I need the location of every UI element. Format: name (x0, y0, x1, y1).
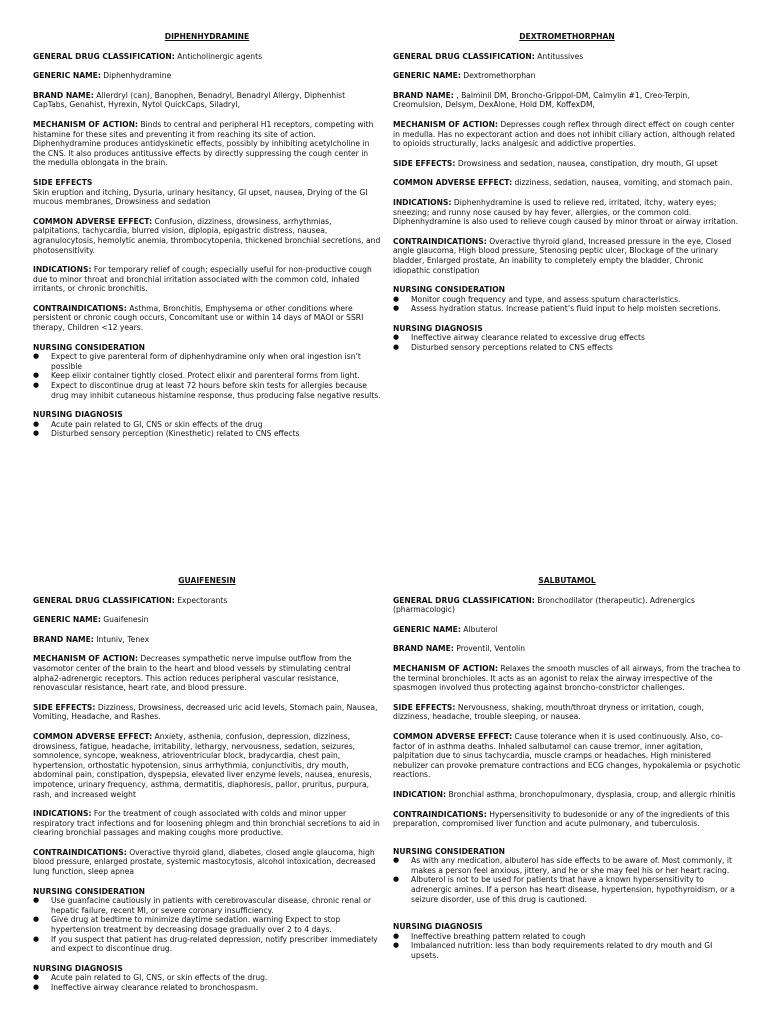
adverse-effect-field: COMMON ADVERSE EFFECT: Anxiety, asthenia, confusion, depression, dizziness, drowsiness, fatigue, headache, irritability, lethargy, nervousness, sedation, seizures, somnolence, syncope, weakness, atrioventricular block, bradycardia, chest pain, hypertension, orthostatic hypotension, sinus arrhythmia, conjunctivitis, dry mouth, abdominal pain, constipation, dyspepsia, elevated liver enzyme levels, nausea, enuresis, impotence, urinary frequency, asthma, dermatitis, diaphoresis, pallor, pruritus, purpura, rash, and increased weight (33, 731, 372, 799)
indications-field: INDICATIONS: For temporary relief of cough; especially useful for non-productive cough due to minor throat and bronchial irritation associated with the common cold, inhaled irritants, or chronic bronchitis. (33, 265, 372, 294)
drug-title: DIPHENHYDRAMINE (164, 32, 250, 41)
side-effects-field: SIDE EFFECTS: Drowsiness and sedation, nausea, constipation, dry mouth, GI upset (393, 158, 718, 168)
generic-name-field: GENERIC NAME: Dextromethorphan (393, 71, 536, 81)
generic-name-field: GENERIC NAME: Guaifenesin (33, 615, 149, 625)
nursing-consideration-heading: NURSING CONSIDERATION (393, 285, 506, 295)
nursing-consideration-heading: NURSING CONSIDERATION (33, 342, 146, 352)
brand-name-field: BRAND NAME: Proventil, Ventolin (393, 644, 526, 654)
list-item: ● Disturbed sensory perception (Kinesthetic) related to CNS effects (33, 429, 381, 439)
nursing-diagnosis-heading: NURSING DIAGNOSIS (393, 323, 483, 333)
list-item: ● Albuterol is not to be used for patients that have a known hypersensitivity to adrenergic amines. If a person has heart disease, hypertension, hypothyroidism, or a seizure disorder, use of this drug is cautioned. (393, 875, 741, 904)
list-item: ● If you suspect that patient has drug-related depression, notify prescriber immediately and expect to discontinue drug. (33, 935, 381, 954)
drug-card-diphenhydramine (33, 32, 381, 449)
nursing-consideration-list (393, 295, 741, 314)
contraindications-field: CONTRAINDICATIONS: Hypersensitivity to budesonide or any of the ingredients of this preparation, compromised liver function and acute pulmonary, and tuberculosis. (393, 809, 730, 829)
list-item: ● Ineffective breathing pattern related to cough (393, 932, 741, 942)
side-effects-field: SIDE EFFECTS: Nervousness, shaking, mouth/throat dryness or irritation, cough, dizziness, headache, trouble sleeping, or nausea. (393, 702, 704, 722)
list-item: ● Acute pain related to GI, CNS, or skin effects of the drug. (33, 973, 381, 983)
list-item: ● Use guanfacine cautiously in patients with cerebrovascular disease, chronic renal or hepatic failure, recent MI, or severe coronary insufficiency. (33, 896, 381, 915)
nursing-consideration-list (33, 896, 381, 954)
list-item: ● Assess hydration status. Increase patient’s fluid input to help moisten secretions. (393, 304, 741, 314)
contraindications-field: CONTRAINDICATIONS: Overactive thyroid gland, diabetes, closed angle glaucoma, high blood pressure, enlarged prostate, systemic mastocytosis, alcohol intoxication, decreased lung function, sleep apnea (33, 847, 376, 877)
classification-field: GENERAL DRUG CLASSIFICATION: Bronchodilator (therapeutic). Adrenergics (pharmacologic) (393, 595, 695, 615)
contraindications-field: CONTRAINDICATIONS: Asthma, Bronchitis, Emphysema or other conditions where persistent or chronic cough occurs, Concomitant use or within 14 days of MAOI or SSRI therapy, Children <12 years. (33, 303, 364, 333)
generic-name-field: GENERIC NAME: Albuterol (393, 624, 498, 634)
drug-card-guaifenesin (33, 576, 381, 1003)
adverse-effect-field: COMMON ADVERSE EFFECT: Confusion, dizziness, drowsiness, arrhythmias, palpitations, tachycardia, blurred vision, diplopia, epigastric distress, nausea, agranulocytosis, hemolytic anemia, thrombocytopenia, thickened bronchial secretions, and photosensitivity. (33, 216, 381, 255)
drug-title: SALBUTAMOL (538, 576, 596, 585)
side-effects-field: SIDE EFFECTS Skin eruption and itching, Dysuria, urinary hesitancy, GI upset, nausea, Drying of the GI mucous membranes, Drowsiness and sedation (33, 177, 368, 207)
nursing-diagnosis-list (33, 973, 381, 992)
list-item: ● Ineffective airway clearance related to bronchospasm. (33, 983, 381, 993)
brand-name-field: BRAND NAME: Intuniv, Tenex (33, 634, 150, 644)
mechanism-field: MECHANISM OF ACTION: Binds to central and peripheral H1 receptors, competing with histamine for these sites and preventing it from reaching its site of action. Diphenhydramine produces antidyskinetic effects, possibly by inhibiting acetylcholine in the CNS. It also produces antitussive effects by directly suppressing the cough center in the medulla oblongata in the brain. (33, 119, 374, 168)
nursing-consideration-list (393, 856, 741, 904)
list-item: ● Imbalanced nutrition: less than body requirements related to dry mouth and GI upsets. (393, 941, 741, 960)
brand-name-field: BRAND NAME: Allerdryl (can), Banophen, Benadryl, Benadryl Allergy, Diphenhist CapTabs, Genahist, Hyrexin, Nytol QuickCaps, Siladryl, (33, 90, 346, 110)
list-item: ● Disturbed sensory perceptions related to CNS effects (393, 343, 741, 353)
mechanism-field: MECHANISM OF ACTION: Relaxes the smooth muscles of all airways, from the trachea to the terminal bronchioles. It acts as an agonist to relax the airway irrespective of the spasmogen involved thus protecting against broncho-constrictor challenges. (393, 663, 741, 693)
list-item: ● Keep elixir container tightly closed. Protect elixir and parenteral forms from light. (33, 371, 381, 381)
list-item: ● Acute pain related to GI, CNS or skin effects of the drug (33, 420, 381, 430)
side-effects-field: SIDE EFFECTS: Dizziness, Drowsiness, decreased uric acid levels, Stomach pain, Nausea, Vomiting, Headache, and Rashes. (33, 702, 378, 722)
nursing-consideration-list (33, 352, 381, 400)
nursing-diagnosis-heading: NURSING DIAGNOSIS (33, 410, 123, 420)
brand-name-field: BRAND NAME: , Balminil DM, Broncho-Grippol-DM, Calmylin #1, Creo-Terpin, Creomulsion, Delsym, DexAlone, Hold DM, KoffexDM, (393, 90, 690, 110)
list-item: ● Monitor cough frequency and type, and assess sputum characteristics. (393, 295, 741, 305)
indications-field: INDICATIONS: For the treatment of cough associated with colds and minor upper respiratory tract infections and for loosening phlegm and thin bronchial secretions to aid in clearing bronchial passages and making coughs more productive. (33, 809, 380, 838)
drug-title: DEXTROMETHORPHAN (519, 32, 615, 41)
drug-card-dextromethorphan (393, 32, 741, 363)
nursing-consideration-heading: NURSING CONSIDERATION (33, 886, 146, 896)
indications-field: INDICATION: Bronchial asthma, bronchopulmonary, dysplasia, croup, and allergic rhinitis (393, 789, 736, 799)
list-item: ● Expect to give parenteral form of diphenhydramine only when oral ingestion isn’t possible (33, 352, 381, 371)
generic-name-field: GENERIC NAME: Diphenhydramine (33, 71, 172, 81)
contraindications-field: CONTRAINDICATIONS: Overactive thyroid gland, Increased pressure in the eye, Closed angle glaucoma, High blood pressure, Stenosing peptic ulcer, Blockage of the urinary bladder, Enlarged prostate, An inability to completely empty the bladder, Chronic idiopathic constipation (393, 236, 732, 275)
list-item: ● Expect to discontinue drug at least 72 hours before skin tests for allergies because drug may inhibit cutaneous histamine response, thus producing false negative results. (33, 381, 381, 400)
mechanism-field: MECHANISM OF ACTION: Decreases sympathetic nerve impulse outflow from the vasomotor center of the brain to the heart and blood vessels by stimulating central alpha2-adrenergic receptors. This action reduces peripheral vascular resistance, renovascular resistance, heart rate, and blood pressure. (33, 654, 352, 693)
list-item: ● As with any medication, albuterol has side effects to be aware of. Most commonly, it makes a person feel anxious, jittery, and he or she may feel his or her heart racing. (393, 856, 741, 875)
list-item: ● Ineffective airway clearance related to excessive drug effects (393, 333, 741, 343)
nursing-consideration-heading: NURSING CONSIDERATION (393, 846, 506, 856)
classification-field: GENERAL DRUG CLASSIFICATION: Anticholinergic agents (33, 51, 263, 61)
drug-card-salbutamol (393, 576, 741, 971)
adverse-effect-field: COMMON ADVERSE EFFECT: dizziness, sedation, nausea, vomiting, and stomach pain. (393, 178, 733, 188)
nursing-diagnosis-list (33, 420, 381, 439)
classification-field: GENERAL DRUG CLASSIFICATION: Antitussives (393, 51, 584, 61)
classification-field: GENERAL DRUG CLASSIFICATION: Expectorants (33, 595, 228, 605)
nursing-diagnosis-list (393, 333, 741, 352)
indications-field: INDICATIONS: Diphenhydramine is used to relieve red, irritated, itchy, watery eyes; sneezing; and runny nose caused by hay fever, allergies, or the common cold. Diphenhydramine is also used to relieve cough caused by minor throat or airway irritation. (393, 197, 739, 227)
nursing-diagnosis-heading: NURSING DIAGNOSIS (33, 963, 123, 973)
list-item: ● Give drug at bedtime to minimize daytime sedation. warning Expect to stop hypertension treatment by decreasing dosage gradually over 2 to 4 days. (33, 915, 381, 934)
adverse-effect-field: COMMON ADVERSE EFFECT: Cause tolerance when it is used continuously. Also, co-factor of in asthma deaths. Inhaled salbutamol can cause tremor, inner agitation, palpitation due to sinus tachycardia, muscle cramps or headaches. High ministered nebulizer can provoke premature contractions and ECG changes, hypokalemia or psychotic reactions. (393, 731, 741, 780)
mechanism-field: MECHANISM OF ACTION: Depresses cough reflex through direct effect on cough center in medulla. Has no expectorant action and does not inhibit ciliary action, although related to opioids structurally, lacks analgesic and addictive properties. (393, 119, 735, 149)
nursing-diagnosis-list (393, 932, 741, 961)
drug-title: GUAIFENESIN (178, 576, 236, 585)
nursing-diagnosis-heading: NURSING DIAGNOSIS (393, 922, 483, 932)
